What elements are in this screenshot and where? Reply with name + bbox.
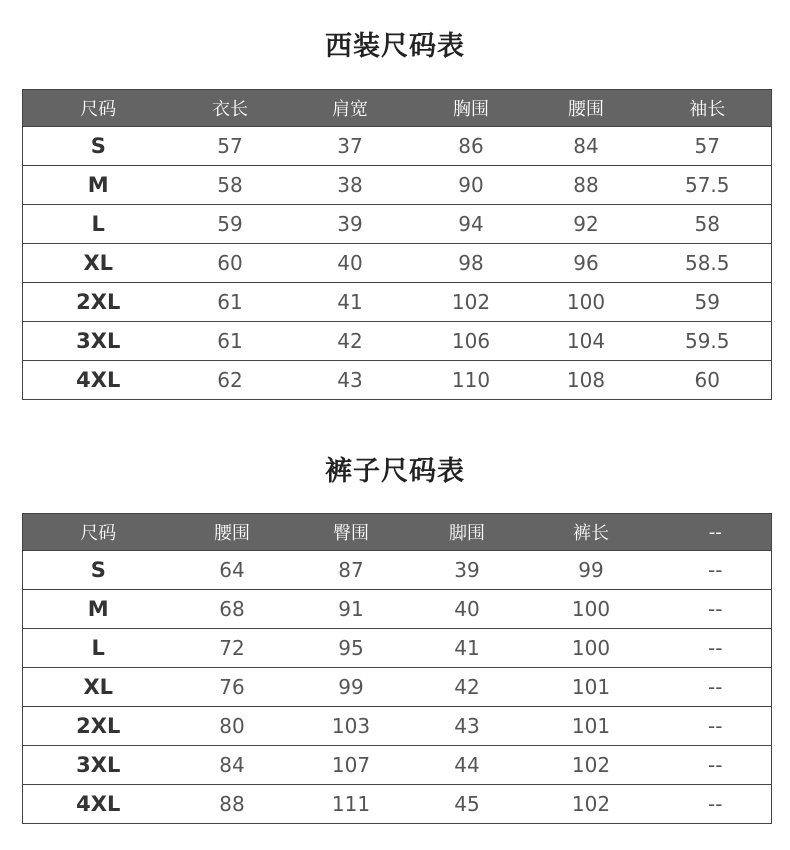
measurement-cell: 62 [217, 368, 243, 392]
measurement-cell: -- [708, 636, 723, 660]
size-label-cell: 3XL [76, 329, 121, 353]
table-row [23, 551, 772, 590]
header-cell-shoulder: 肩宽 [332, 99, 368, 120]
measurement-cell: 43 [454, 714, 480, 738]
size-label-cell: 2XL [76, 714, 121, 738]
suit-size-table [22, 89, 772, 400]
measurement-cell: -- [708, 792, 723, 816]
header-cell-length: 衣长 [212, 99, 248, 120]
size-label-cell: M [87, 597, 109, 621]
table-row [23, 166, 772, 205]
measurement-cell: 108 [566, 368, 606, 392]
measurement-cell: 60 [694, 368, 720, 392]
table-header-row [23, 514, 772, 551]
table-row [23, 205, 772, 244]
measurement-cell: 40 [337, 251, 363, 275]
table-row [23, 590, 772, 629]
measurement-cell: 42 [454, 675, 480, 699]
table-row [23, 785, 772, 824]
measurement-cell: 88 [219, 792, 245, 816]
measurement-cell: 39 [454, 558, 480, 582]
header-cell-chest: 胸围 [453, 99, 489, 120]
measurement-cell: 100 [566, 290, 606, 314]
measurement-cell: 43 [337, 368, 363, 392]
measurement-cell: 44 [454, 753, 480, 777]
measurement-cell: 40 [454, 597, 480, 621]
measurement-cell: -- [708, 753, 723, 777]
suit-size-chart-title: 西装尺码表 [325, 31, 465, 62]
measurement-cell: 41 [337, 290, 363, 314]
measurement-cell: 58 [217, 173, 243, 197]
header-cell-pants-length: 裤长 [573, 523, 609, 544]
header-cell-waist: 腰围 [568, 99, 604, 120]
measurement-cell: 92 [573, 212, 599, 236]
size-label-cell: 4XL [76, 792, 121, 816]
header-cell-empty: -- [708, 521, 722, 543]
measurement-cell: 91 [338, 597, 364, 621]
measurement-cell: 106 [451, 329, 491, 353]
header-cell-waist: 腰围 [214, 523, 250, 544]
measurement-cell: 84 [219, 753, 245, 777]
measurement-cell: 61 [217, 290, 243, 314]
measurement-cell: 61 [217, 329, 243, 353]
header-cell-hip: 臀围 [333, 523, 369, 544]
measurement-cell: 102 [571, 753, 611, 777]
measurement-cell: 42 [337, 329, 363, 353]
measurement-cell: 59.5 [684, 329, 730, 353]
table-header-row [23, 90, 772, 127]
table-row [23, 244, 772, 283]
measurement-cell: 95 [338, 636, 364, 660]
measurement-cell: 68 [219, 597, 245, 621]
measurement-cell: 101 [571, 675, 611, 699]
measurement-cell: 76 [219, 675, 245, 699]
table-row [23, 127, 772, 166]
measurement-cell: 57.5 [684, 173, 730, 197]
size-label-cell: M [87, 173, 109, 197]
measurement-cell: 94 [458, 212, 484, 236]
measurement-cell: 99 [338, 675, 364, 699]
measurement-cell: 38 [337, 173, 363, 197]
size-label-cell: 3XL [76, 753, 121, 777]
measurement-cell: -- [708, 597, 723, 621]
size-label-cell: S [90, 558, 106, 582]
header-cell-sleeve: 袖长 [689, 99, 726, 120]
measurement-cell: 86 [458, 134, 484, 158]
table-row [23, 361, 772, 400]
measurement-cell: 111 [331, 792, 371, 816]
measurement-cell: -- [708, 714, 723, 738]
table-row [23, 746, 772, 785]
measurement-cell: -- [708, 675, 723, 699]
measurement-cell: 60 [217, 251, 243, 275]
measurement-cell: 57 [217, 134, 243, 158]
table-row [23, 283, 772, 322]
measurement-cell: 104 [566, 329, 606, 353]
measurement-cell: 99 [578, 558, 604, 582]
size-label-cell: S [90, 134, 106, 158]
measurement-cell: 87 [338, 558, 364, 582]
size-label-cell: 2XL [76, 290, 121, 314]
measurement-cell: 57 [694, 134, 720, 158]
measurement-cell: 58 [694, 212, 720, 236]
measurement-cell: 72 [219, 636, 245, 660]
measurement-cell: 103 [331, 714, 371, 738]
header-cell-size: 尺码 [80, 99, 117, 120]
measurement-cell: 110 [451, 368, 491, 392]
measurement-cell: 100 [571, 636, 611, 660]
measurement-cell: 98 [458, 251, 484, 275]
pants-size-table [22, 513, 772, 824]
measurement-cell: 102 [571, 792, 611, 816]
measurement-cell: 84 [573, 134, 599, 158]
measurement-cell: 59 [217, 212, 243, 236]
measurement-cell: 90 [458, 173, 484, 197]
measurement-cell: 96 [573, 251, 599, 275]
size-label-cell: L [91, 636, 105, 660]
size-label-cell: L [91, 212, 105, 236]
measurement-cell: 37 [337, 134, 363, 158]
measurement-cell: 101 [571, 714, 611, 738]
measurement-cell: 80 [219, 714, 245, 738]
measurement-cell: 39 [337, 212, 363, 236]
table-row [23, 322, 772, 361]
table-row [23, 629, 772, 668]
measurement-cell: 41 [454, 636, 480, 660]
size-label-cell: XL [83, 675, 114, 699]
measurement-cell: 88 [573, 173, 599, 197]
size-label-cell: XL [83, 251, 114, 275]
measurement-cell: 102 [451, 290, 491, 314]
table-row [23, 707, 772, 746]
header-cell-leg-opening: 脚围 [449, 523, 485, 544]
measurement-cell: 58.5 [684, 251, 730, 275]
measurement-cell: 59 [694, 290, 720, 314]
size-label-cell: 4XL [76, 368, 121, 392]
measurement-cell: -- [708, 558, 723, 582]
measurement-cell: 100 [571, 597, 611, 621]
measurement-cell: 64 [219, 558, 245, 582]
table-row [23, 668, 772, 707]
pants-size-chart-title: 裤子尺码表 [325, 456, 465, 487]
header-cell-size: 尺码 [80, 523, 117, 544]
measurement-cell: 45 [454, 792, 480, 816]
measurement-cell: 107 [331, 753, 371, 777]
